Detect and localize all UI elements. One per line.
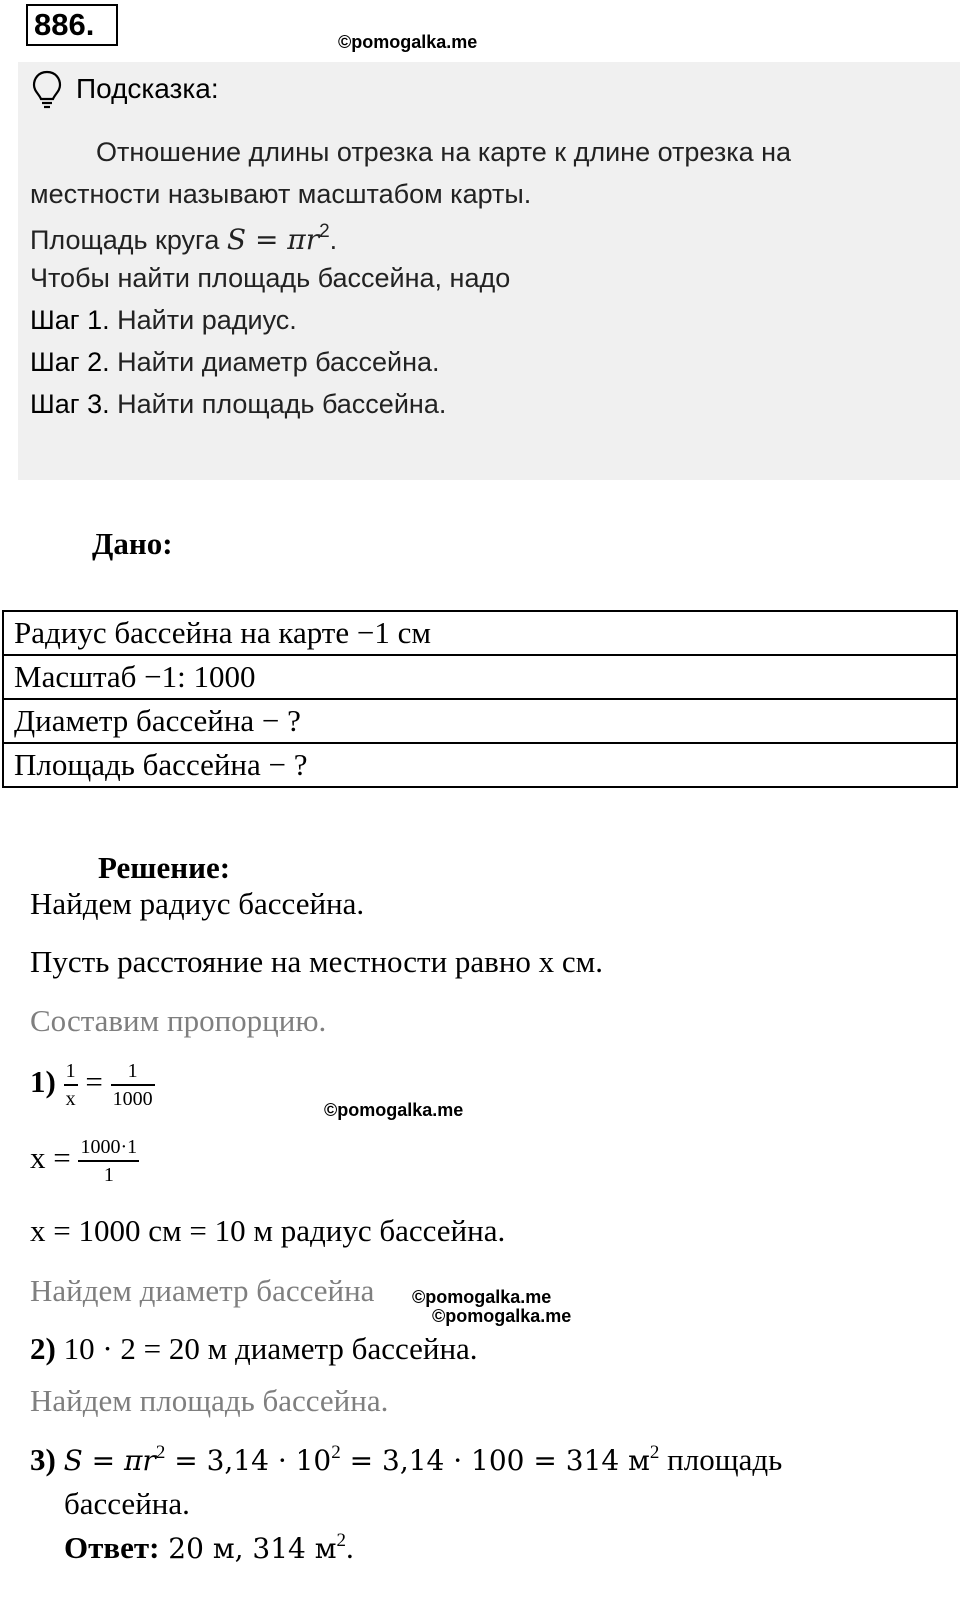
given-cell: Диаметр бассейна − ? — [3, 699, 957, 743]
watermark-lower-1: ©pomogalka.me — [412, 1287, 552, 1307]
watermark-middle: ©pomogalka.me — [324, 1100, 464, 1120]
fraction-denominator: 1000 — [112, 1088, 153, 1110]
hint-step-1 — [30, 305, 297, 336]
watermark-lower-2: ©pomogalka.me — [432, 1306, 572, 1326]
exponent: 2 — [155, 1442, 166, 1463]
step-1-equation — [30, 1058, 155, 1112]
step-text: Найти площадь бассейна. — [117, 389, 447, 419]
exponent: 2 — [649, 1442, 660, 1463]
answer-text: 20 м, 314 м — [159, 1532, 337, 1565]
given-title: Дано: — [92, 526, 173, 561]
exponent: 2 — [336, 1530, 347, 1551]
fraction-x — [78, 1134, 139, 1188]
step-1-label: 1) — [30, 1064, 56, 1100]
x-equals: x = — [30, 1140, 71, 1176]
solution-line-4: Найдем диаметр бассейна — [30, 1273, 375, 1308]
step-3-formula: S = πr — [63, 1444, 156, 1477]
hint-formula-end: . — [329, 225, 338, 255]
step-2-label: 2) — [30, 1331, 56, 1366]
table-row — [3, 611, 957, 655]
step-3-calc-2: = 3,14 · 100 = 314 м — [340, 1444, 650, 1477]
x-result: x = 1000 см = 10 м радиус бассейна. — [30, 1213, 506, 1248]
table-row — [3, 743, 957, 787]
fraction-numerator: 1 — [64, 1058, 78, 1086]
exponent: 2 — [331, 1442, 341, 1463]
step-3-equation — [30, 1442, 782, 1478]
given-cell: Масштаб −1: 1000 — [3, 655, 957, 699]
hint-step-2 — [30, 347, 440, 378]
lightbulb-icon — [32, 70, 62, 110]
solution-title: Решение: — [98, 850, 231, 885]
hint-area-label: Площадь круга — [30, 225, 220, 255]
hint-line-2: местности называют масштабом карты. — [30, 179, 532, 209]
given-cell: Площадь бассейна − ? — [3, 743, 957, 787]
step-label: Шаг 2. — [30, 347, 110, 377]
fraction-numerator: 1000·1 — [78, 1134, 139, 1162]
task-number: 886. — [26, 4, 118, 46]
fraction-1-x — [64, 1058, 78, 1112]
answer-end: . — [346, 1530, 354, 1565]
step-text: Найти диаметр бассейна. — [117, 347, 440, 377]
hint-line-4: Чтобы найти площадь бассейна, надо — [30, 263, 511, 293]
step-label: Шаг 3. — [30, 389, 110, 419]
fraction-1-1000 — [111, 1058, 155, 1112]
step-3-tail: площадь — [659, 1442, 783, 1477]
hint-formula: S = πr — [226, 223, 320, 256]
fraction-denominator: x — [65, 1088, 76, 1110]
hint-step-3 — [30, 389, 446, 420]
step-3-continuation: бассейна. — [64, 1486, 190, 1521]
solution-line-3: Составим пропорцию. — [30, 1003, 327, 1038]
watermark-top: ©pomogalka.me — [338, 32, 478, 52]
equals-sign: = — [85, 1064, 103, 1100]
fraction-numerator: 1 — [111, 1058, 155, 1086]
table-row — [3, 699, 957, 743]
step-label: Шаг 1. — [30, 305, 110, 335]
given-cell: Радиус бассейна на карте −1 см — [3, 611, 957, 655]
answer — [64, 1530, 354, 1566]
hint-line-3 — [30, 221, 337, 256]
hint-formula-exp: 2 — [319, 221, 330, 242]
fraction-denominator: 1 — [103, 1164, 114, 1186]
hint-line-1: Отношение длины отрезка на карте к длине отрезка на — [96, 137, 792, 167]
step-3-calc-1: = 3,14 · 10 — [165, 1444, 332, 1477]
answer-label: Ответ: — [64, 1530, 160, 1565]
solution-line-2: Пусть расстояние на местности равно x см. — [30, 944, 604, 979]
step-3-label: 3) — [30, 1442, 56, 1477]
step-text: Найти радиус. — [117, 305, 297, 335]
step-2-equation — [30, 1331, 478, 1367]
x-equation — [30, 1134, 139, 1188]
step-2-text: 10 · 2 = 20 м диаметр бассейна. — [63, 1331, 478, 1366]
solution-line-5: Найдем площадь бассейна. — [30, 1383, 389, 1418]
given-table — [2, 610, 958, 788]
hint-title: Подсказка: — [76, 73, 219, 104]
solution-line-1: Найдем радиус бассейна. — [30, 886, 365, 921]
table-row — [3, 655, 957, 699]
